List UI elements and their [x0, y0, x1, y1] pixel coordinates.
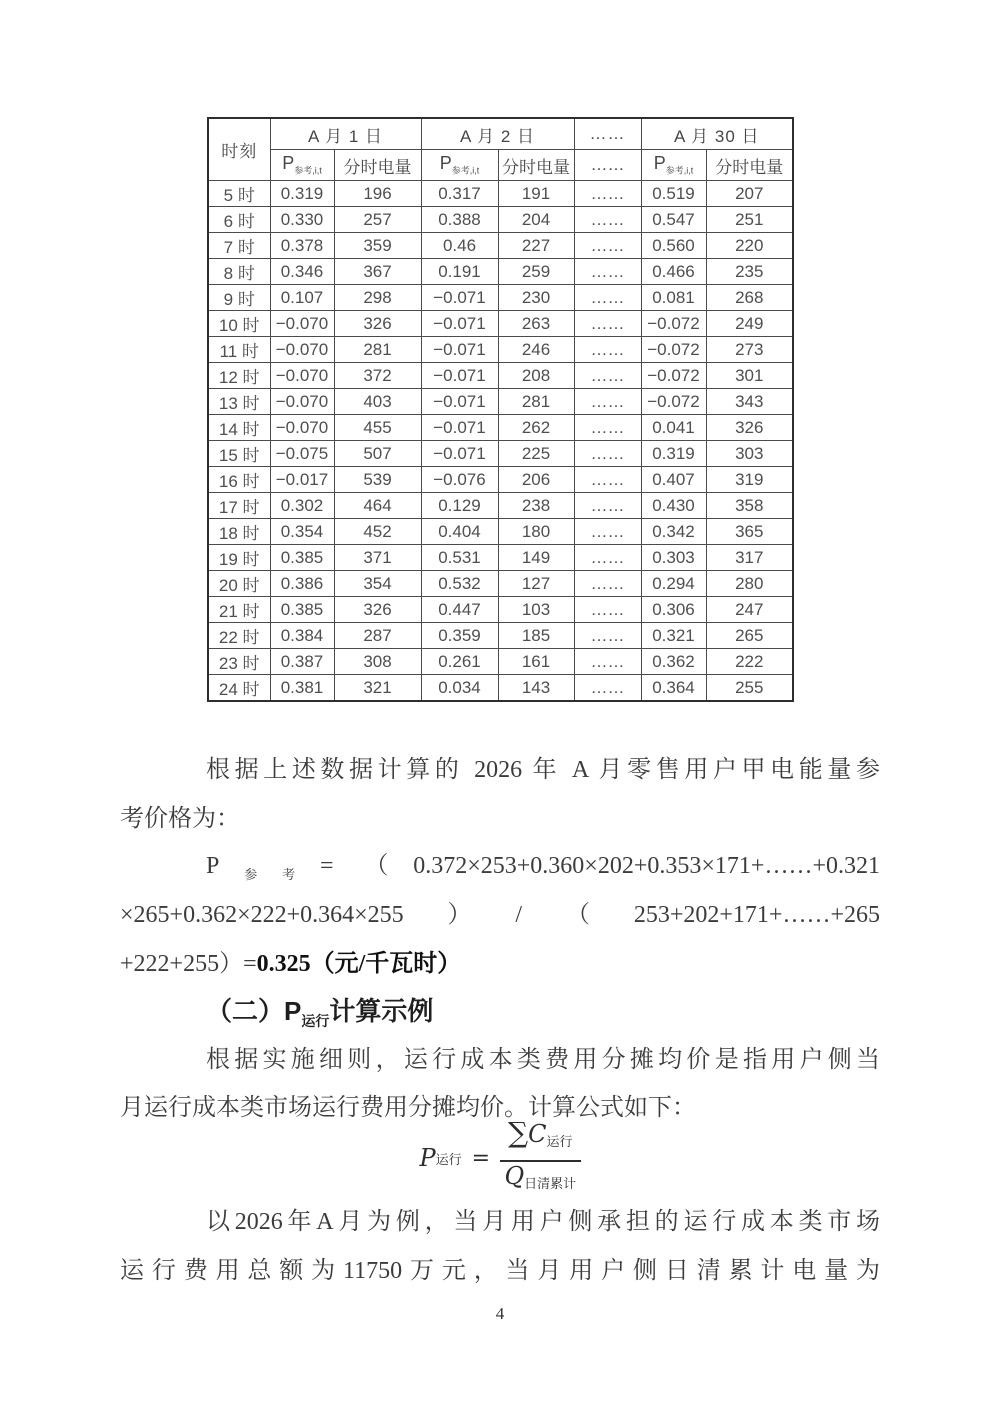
value-cell: 354: [334, 571, 421, 597]
operating-price-math-formula: [120, 1116, 880, 1194]
value-cell: 452: [334, 519, 421, 545]
value-cell: 0.107: [270, 285, 334, 311]
p-symbol: P: [439, 153, 452, 174]
header-price-day30: [641, 150, 706, 181]
text-line: 根据实施细则，运行成本类费用分摊均价是指用户侧当: [206, 1047, 880, 1073]
value-cell: −0.071: [421, 363, 498, 389]
value-cell: 455: [334, 415, 421, 441]
header-energy-day2: 分时电量: [498, 150, 574, 181]
value-cell: 103: [498, 597, 574, 623]
time-cell: 20 时: [208, 571, 270, 597]
value-cell: 0.081: [641, 285, 706, 311]
formula-result: 0.325（元/千瓦时）: [256, 951, 462, 977]
time-cell: 10 时: [208, 311, 270, 337]
page-number: 4: [495, 1304, 505, 1323]
value-cell: 0.385: [270, 597, 334, 623]
value-cell: 208: [498, 363, 574, 389]
sigma-symbol: ∑: [508, 1116, 529, 1150]
value-cell: 0.294: [641, 571, 706, 597]
value-cell: 206: [498, 467, 574, 493]
table-row: [208, 337, 793, 363]
value-cell: 301: [706, 363, 793, 389]
header-day-30: A 月 30 日: [641, 118, 793, 150]
value-cell: 303: [706, 441, 793, 467]
table-row: [208, 649, 793, 675]
value-cell: 259: [498, 259, 574, 285]
header-energy-day30: 分时电量: [706, 150, 793, 181]
value-cell: 225: [498, 441, 574, 467]
table-row: [208, 493, 793, 519]
value-cell: 0.381: [270, 675, 334, 702]
header-day-2: A 月 2 日: [421, 118, 574, 150]
value-cell: 0.319: [270, 181, 334, 207]
heading-suffix: 计算示例: [329, 996, 434, 1026]
value-cell: ……: [574, 467, 641, 493]
value-cell: 263: [498, 311, 574, 337]
value-cell: 0.321: [641, 623, 706, 649]
table-row: [208, 519, 793, 545]
value-cell: −0.071: [421, 337, 498, 363]
time-cell: 16 时: [208, 467, 270, 493]
value-cell: −0.070: [270, 337, 334, 363]
time-cell: 11 时: [208, 337, 270, 363]
value-cell: 0.531: [421, 545, 498, 571]
formula-text: +222+255）=: [120, 951, 257, 977]
value-cell: 0.359: [421, 623, 498, 649]
value-cell: 273: [706, 337, 793, 363]
header-ellipsis: ……: [574, 118, 641, 150]
time-cell: 22 时: [208, 623, 270, 649]
section-heading: [120, 992, 880, 1030]
value-cell: 0.386: [270, 571, 334, 597]
value-cell: −0.072: [641, 389, 706, 415]
text-line: 考价格为：: [120, 806, 240, 832]
time-cell: 24 时: [208, 675, 270, 702]
p-symbol: P: [282, 153, 295, 174]
value-cell: 0.342: [641, 519, 706, 545]
value-cell: 149: [498, 545, 574, 571]
value-cell: −0.072: [641, 363, 706, 389]
table-header-days-row: [208, 118, 793, 150]
p-subscript: 参考,i,t: [665, 165, 694, 176]
value-cell: 0.364: [641, 675, 706, 702]
value-cell: 319: [706, 467, 793, 493]
value-cell: 235: [706, 259, 793, 285]
heading-prefix: （二）P: [206, 996, 302, 1026]
value-cell: −0.072: [641, 311, 706, 337]
time-cell: 12 时: [208, 363, 270, 389]
time-cell: 21 时: [208, 597, 270, 623]
value-cell: 0.387: [270, 649, 334, 675]
value-cell: ……: [574, 337, 641, 363]
value-cell: −0.076: [421, 467, 498, 493]
time-cell: 14 时: [208, 415, 270, 441]
reference-price-formula: [120, 842, 880, 989]
value-cell: 281: [498, 389, 574, 415]
table-row: [208, 441, 793, 467]
table-row: [208, 571, 793, 597]
value-cell: 281: [334, 337, 421, 363]
p-symbol: P: [206, 853, 220, 879]
p-subscript: 参考: [219, 866, 320, 882]
value-cell: 191: [498, 181, 574, 207]
value-cell: 0.404: [421, 519, 498, 545]
value-cell: ……: [574, 493, 641, 519]
text-line: 以2026年A月为例，当月用户侧承担的运行成本类市场: [206, 1209, 880, 1235]
value-cell: 0.532: [421, 571, 498, 597]
value-cell: 0.306: [641, 597, 706, 623]
value-cell: ……: [574, 571, 641, 597]
value-cell: 227: [498, 233, 574, 259]
header-price-day1: [270, 150, 334, 181]
table-row: [208, 545, 793, 571]
value-cell: 127: [498, 571, 574, 597]
time-cell: 17 时: [208, 493, 270, 519]
value-cell: ……: [574, 207, 641, 233]
value-cell: 251: [706, 207, 793, 233]
value-cell: 0.319: [641, 441, 706, 467]
value-cell: 326: [334, 311, 421, 337]
value-cell: ……: [574, 441, 641, 467]
value-cell: 0.466: [641, 259, 706, 285]
text-line: 月运行成本类市场运行费用分摊均价。计算公式如下：: [120, 1095, 696, 1121]
value-cell: 0.317: [421, 181, 498, 207]
q-symbol: Q: [504, 1161, 525, 1190]
table-row: [208, 597, 793, 623]
value-cell: 0.129: [421, 493, 498, 519]
value-cell: −0.071: [421, 285, 498, 311]
formula-line-1: [120, 842, 880, 891]
value-cell: −0.071: [421, 441, 498, 467]
value-cell: ……: [574, 363, 641, 389]
value-cell: 0.519: [641, 181, 706, 207]
table-header-measures-row: [208, 150, 793, 181]
value-cell: ……: [574, 389, 641, 415]
value-cell: 180: [498, 519, 574, 545]
value-cell: −0.070: [270, 415, 334, 441]
fraction-denominator: [504, 1162, 576, 1198]
p-symbol: P: [653, 153, 666, 174]
value-cell: 0.302: [270, 493, 334, 519]
table-row: [208, 285, 793, 311]
time-cell: 9 时: [208, 285, 270, 311]
value-cell: 0.330: [270, 207, 334, 233]
value-cell: 343: [706, 389, 793, 415]
value-cell: ……: [574, 311, 641, 337]
value-cell: −0.072: [641, 337, 706, 363]
table-row: [208, 207, 793, 233]
value-cell: 464: [334, 493, 421, 519]
table-row: [208, 259, 793, 285]
value-cell: 0.388: [421, 207, 498, 233]
value-cell: 0.362: [641, 649, 706, 675]
time-cell: 8 时: [208, 259, 270, 285]
value-cell: 365: [706, 519, 793, 545]
value-cell: 207: [706, 181, 793, 207]
time-cell: 5 时: [208, 181, 270, 207]
value-cell: ……: [574, 545, 641, 571]
time-cell: 7 时: [208, 233, 270, 259]
value-cell: 358: [706, 493, 793, 519]
value-cell: 287: [334, 623, 421, 649]
formula-line-3: [120, 940, 880, 989]
value-cell: 0.354: [270, 519, 334, 545]
value-cell: 222: [706, 649, 793, 675]
header-time: 时刻: [208, 118, 270, 181]
table-row: [208, 623, 793, 649]
value-cell: 249: [706, 311, 793, 337]
p-symbol: P: [419, 1144, 436, 1172]
value-cell: 0.346: [270, 259, 334, 285]
value-cell: 359: [334, 233, 421, 259]
table-row: [208, 181, 793, 207]
time-cell: 6 时: [208, 207, 270, 233]
header-ellipsis: ……: [574, 150, 641, 181]
value-cell: 0.407: [641, 467, 706, 493]
c-symbol: C: [528, 1120, 547, 1149]
value-cell: ……: [574, 233, 641, 259]
value-cell: 0.261: [421, 649, 498, 675]
fraction: [500, 1118, 580, 1197]
header-price-day2: [421, 150, 498, 181]
value-cell: 0.034: [421, 675, 498, 702]
value-cell: 539: [334, 467, 421, 493]
value-cell: 367: [334, 259, 421, 285]
value-cell: 257: [334, 207, 421, 233]
value-cell: 0.191: [421, 259, 498, 285]
value-cell: ……: [574, 623, 641, 649]
value-cell: −0.070: [270, 363, 334, 389]
time-cell: 23 时: [208, 649, 270, 675]
value-cell: 196: [334, 181, 421, 207]
table-row: [208, 415, 793, 441]
value-cell: 0.560: [641, 233, 706, 259]
table-row: [208, 675, 793, 702]
value-cell: 317: [706, 545, 793, 571]
paragraph-reference-price-intro: [120, 746, 880, 844]
time-cell: 15 时: [208, 441, 270, 467]
value-cell: 371: [334, 545, 421, 571]
table-row: [208, 467, 793, 493]
value-cell: 161: [498, 649, 574, 675]
formula-text: = （0.372×253+0.360×202+0.353×171+……+0.321: [319, 853, 880, 879]
value-cell: 255: [706, 675, 793, 702]
value-cell: 230: [498, 285, 574, 311]
hourly-price-table: [207, 117, 794, 702]
fraction-numerator: [500, 1118, 580, 1161]
value-cell: 185: [498, 623, 574, 649]
value-cell: ……: [574, 519, 641, 545]
table-row: [208, 363, 793, 389]
table-row: [208, 389, 793, 415]
equals-sign: =: [471, 1145, 491, 1171]
time-cell: 13 时: [208, 389, 270, 415]
value-cell: 507: [334, 441, 421, 467]
value-cell: 143: [498, 675, 574, 702]
value-cell: 298: [334, 285, 421, 311]
value-cell: 0.378: [270, 233, 334, 259]
c-subscript: 运行: [546, 1135, 573, 1151]
paragraph-example-2026: [120, 1198, 880, 1296]
value-cell: −0.075: [270, 441, 334, 467]
value-cell: 403: [334, 389, 421, 415]
value-cell: −0.071: [421, 389, 498, 415]
value-cell: −0.070: [270, 389, 334, 415]
value-cell: 308: [334, 649, 421, 675]
text-line: 根据上述数据计算的 2026 年 A 月零售用户甲电能量参: [206, 757, 880, 783]
value-cell: −0.071: [421, 415, 498, 441]
value-cell: −0.071: [421, 311, 498, 337]
value-cell: ……: [574, 649, 641, 675]
value-cell: ……: [574, 597, 641, 623]
value-cell: 280: [706, 571, 793, 597]
table-row: [208, 311, 793, 337]
header-day-1: A 月 1 日: [270, 118, 421, 150]
value-cell: 0.430: [641, 493, 706, 519]
q-subscript: 日清累计: [524, 1176, 577, 1192]
value-cell: ……: [574, 181, 641, 207]
value-cell: −0.017: [270, 467, 334, 493]
value-cell: 0.041: [641, 415, 706, 441]
value-cell: −0.070: [270, 311, 334, 337]
p-subscript: 运行: [435, 1152, 462, 1168]
time-cell: 19 时: [208, 545, 270, 571]
value-cell: 246: [498, 337, 574, 363]
value-cell: 0.303: [641, 545, 706, 571]
value-cell: 247: [706, 597, 793, 623]
value-cell: ……: [574, 285, 641, 311]
value-cell: 204: [498, 207, 574, 233]
formula-line-2: ×265+0.362×222+0.364×255）/（253+202+171+……+265: [120, 902, 880, 928]
table-header: [208, 118, 793, 181]
value-cell: 0.385: [270, 545, 334, 571]
header-energy-day1: 分时电量: [334, 150, 421, 181]
value-cell: 0.447: [421, 597, 498, 623]
value-cell: ……: [574, 675, 641, 702]
table-row: [208, 233, 793, 259]
p-subscript: 参考,i,t: [451, 165, 480, 176]
value-cell: 326: [334, 597, 421, 623]
text-line: 运行费用总额为11750万元，当月用户侧日清累计电量为: [120, 1258, 880, 1284]
value-cell: 220: [706, 233, 793, 259]
value-cell: 326: [706, 415, 793, 441]
value-cell: 0.547: [641, 207, 706, 233]
value-cell: 0.384: [270, 623, 334, 649]
price-table-body: [208, 181, 793, 702]
value-cell: 262: [498, 415, 574, 441]
value-cell: 238: [498, 493, 574, 519]
heading-subscript: 运行: [301, 1013, 330, 1030]
value-cell: ……: [574, 415, 641, 441]
time-cell: 18 时: [208, 519, 270, 545]
value-cell: 0.46: [421, 233, 498, 259]
value-cell: ……: [574, 259, 641, 285]
p-subscript: 参考,i,t: [294, 165, 322, 176]
value-cell: 268: [706, 285, 793, 311]
value-cell: 372: [334, 363, 421, 389]
value-cell: 321: [334, 675, 421, 702]
value-cell: 265: [706, 623, 793, 649]
